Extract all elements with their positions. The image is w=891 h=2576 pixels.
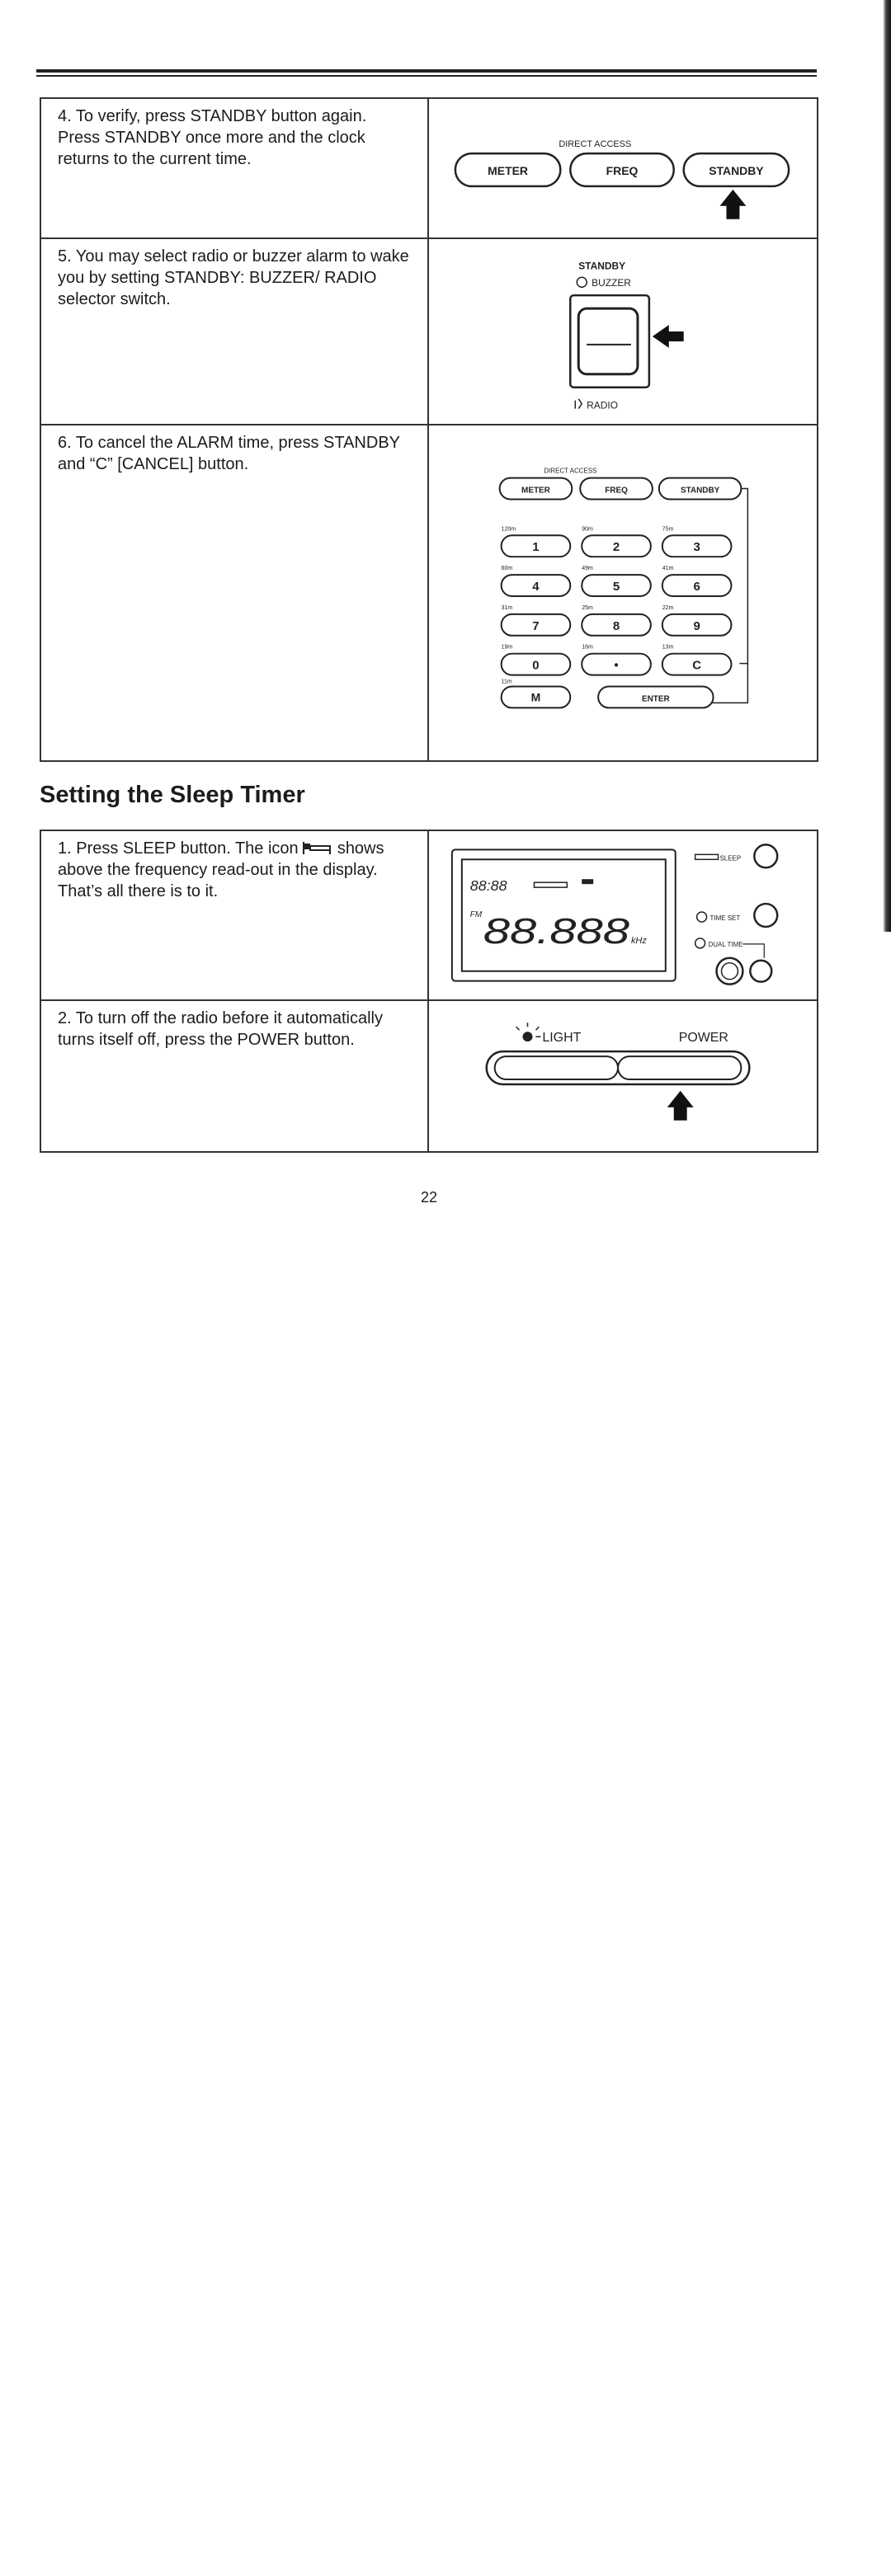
arrow-up-icon (720, 190, 747, 219)
time-set-button[interactable] (754, 904, 777, 927)
keypad-caption: DIRECT ACCESS (544, 467, 597, 475)
step-number: 4. (58, 107, 72, 125)
dual-time-bracket (742, 944, 764, 958)
dual-time-label: DUAL TIME (708, 940, 743, 948)
selector-title: STANDBY (578, 260, 626, 272)
arrow-left-icon (653, 325, 684, 348)
keypad-key-label: • (614, 658, 619, 673)
freq-button-label: FREQ (606, 163, 639, 177)
meter-button-label: METER (488, 163, 528, 177)
key-band-label: 90m (582, 526, 593, 533)
key-band-label: 16m (582, 644, 593, 651)
buzzer-label: BUZZER (592, 277, 631, 289)
header-rule-thin (36, 75, 817, 77)
sleep-step-row-2 (41, 1001, 817, 1151)
key-band-label: 25m (582, 604, 593, 611)
enter-key-label: ENTER (641, 694, 670, 704)
key-band-label: 19m (501, 644, 513, 651)
step-instruction: To cancel the ALARM time, press STANDBY and “C” [CANCEL] button. (58, 434, 400, 473)
step-instruction-a: Press SLEEP button. The icon (76, 839, 299, 858)
figure-selector-switch (429, 239, 817, 424)
lcd-frequency: 88.888 (483, 910, 630, 952)
sleep-button[interactable] (754, 844, 777, 867)
power-button[interactable] (618, 1056, 741, 1079)
standby-to-cancel-bracket (739, 489, 747, 664)
key-band-label: 13m (662, 644, 674, 651)
dual-time-icon (695, 938, 705, 948)
keypad-key-label: 7 (532, 618, 540, 633)
light-button[interactable] (495, 1056, 618, 1079)
step-5-text (58, 246, 412, 310)
step-number: 1. (58, 839, 72, 858)
step-4-text (58, 106, 412, 170)
keypad-key-label: 0 (532, 658, 540, 673)
power-label: POWER (678, 1031, 728, 1046)
lcd-clock: 88:88 (469, 877, 507, 895)
section-heading: Setting the Sleep Timer (40, 782, 305, 808)
key-band-label: 22m (662, 604, 674, 611)
keypad-freq-label: FREQ (605, 486, 628, 496)
radio-label: RADIO (587, 399, 618, 411)
figure-display (429, 831, 817, 999)
keypad-keys (502, 526, 732, 675)
figure-power (429, 1001, 817, 1151)
keypad-key-label: 8 (612, 618, 620, 633)
step-instruction: To verify, press STANDBY button again. Press STANDBY once more and the clock returns to the current time. (58, 107, 367, 168)
page-edge-shadow (883, 0, 891, 932)
arrow-up-icon (667, 1091, 694, 1121)
memory-key-label: M (530, 690, 541, 704)
radio-icon (575, 399, 582, 409)
sleep-step-row-1 (41, 831, 817, 1001)
figure-keypad (429, 425, 817, 760)
keypad-key-label: C (692, 658, 702, 673)
keypad-key-label: 5 (612, 580, 620, 595)
key-band-label: 60m (501, 566, 513, 572)
step-row-4 (41, 99, 817, 239)
step-row-5 (41, 239, 817, 425)
keypad-key-label: 1 (532, 540, 540, 555)
lcd-sleep-indicator (582, 879, 593, 884)
time-set-label: TIME SET (710, 914, 741, 922)
selector-switch-knob[interactable] (578, 308, 638, 374)
keypad-standby-label: STANDBY (680, 486, 720, 496)
key-band-label: 41m (662, 566, 674, 572)
alarm-steps-table (40, 97, 818, 762)
keypad-key-label: 4 (532, 580, 540, 595)
key-band-label: 31m (501, 604, 513, 611)
header-rule-thick (36, 69, 817, 73)
time-set-icon (697, 912, 707, 922)
key-band-label: 75m (662, 526, 674, 533)
dual-time-button-right[interactable] (750, 961, 771, 982)
figure-direct-access (429, 99, 817, 237)
sleep-label: SLEEP (719, 854, 742, 863)
keypad-key-label: 2 (612, 540, 620, 555)
step-6-text (58, 432, 412, 475)
light-bulb-icon (523, 1032, 533, 1041)
light-label: LIGHT (542, 1031, 582, 1046)
sleep-steps-table (40, 830, 818, 1153)
alarm-clock-icon (577, 277, 587, 287)
keypad-key-label: 6 (693, 580, 700, 595)
sleep-step-2-text (58, 1008, 412, 1051)
sleep-step-1-text (58, 838, 412, 902)
step-row-6 (41, 425, 817, 760)
step-instruction: To turn off the radio before it automatically turns itself off, press the POWER button. (58, 1009, 383, 1049)
standby-button-label: STANDBY (709, 163, 764, 177)
step-instruction-b: shows above the frequency read-out in the display. That’s all there is to it. (58, 839, 384, 900)
step-instruction: You may select radio or buzzer alarm to wake you by setting STANDBY: BUZZER/ RADIO selector switch. (58, 247, 409, 308)
step-number: 5. (58, 247, 72, 266)
direct-access-caption: DIRECT ACCESS (559, 139, 632, 150)
keypad-meter-label: METER (521, 486, 550, 496)
key-band-label: 49m (582, 566, 593, 572)
step-number: 6. (58, 434, 72, 452)
keypad-key-label: 3 (693, 540, 700, 555)
sleep-indicator-icon (695, 854, 719, 859)
key-band-label: 120m (501, 526, 516, 533)
keypad-key-label: 9 (693, 618, 700, 633)
sleep-bed-icon (303, 840, 332, 855)
lcd-unit: kHz (630, 935, 647, 946)
page-number: 22 (420, 1189, 438, 1206)
memory-band-label: 11m (501, 679, 512, 685)
lcd-fm-label: FM (469, 910, 483, 919)
dual-time-button-left[interactable] (717, 958, 743, 985)
step-number: 2. (58, 1009, 72, 1027)
